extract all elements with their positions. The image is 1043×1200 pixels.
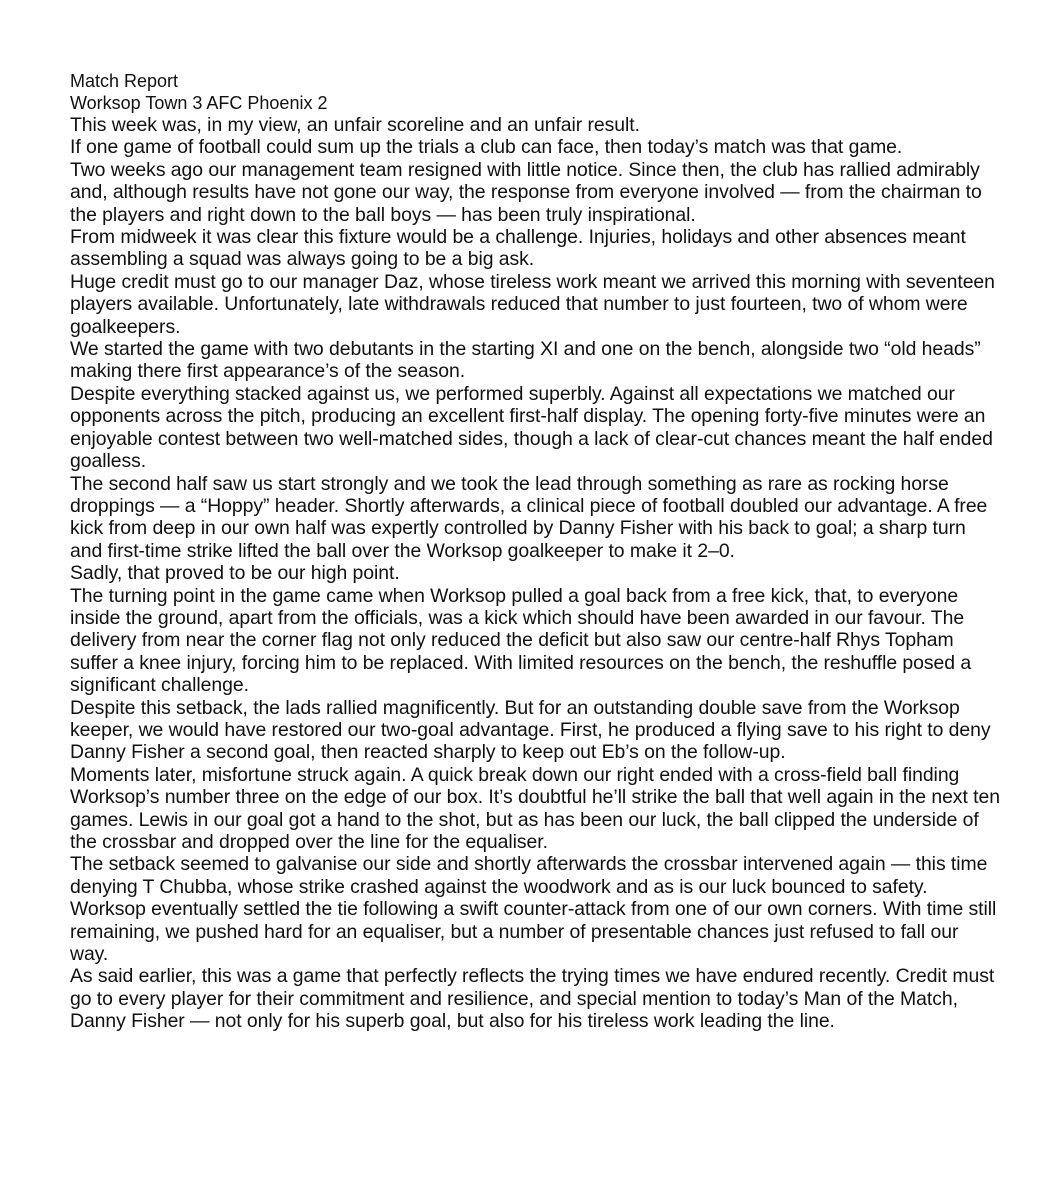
paragraph-14: Worksop eventually settled the tie following a swift counter-attack from one of our own corners. With time still remaining, we pushed hard for an equaliser, but a number of presentable chances just refused to fall our way. (70, 898, 997, 966)
paragraph-13: The setback seemed to galvanise our side and shortly afterwards the crossbar intervened again — this time denying T Chubba, whose strike crashed against the woodwork and as is our luck bounced to safety. (70, 853, 988, 898)
paragraph-3: Two weeks ago our management team resigned with little notice. Since then, the club has rallied admirably and, although results have not gone our way, the response from everyone involved — from the chairman to the players and right down to the ball boys — has been truly inspirational. (70, 158, 982, 226)
match-report-document (70, 70, 1000, 1033)
report-title: Match Report (70, 71, 179, 91)
paragraph-6: We started the game with two debutants in the starting XI and one on the bench, alongside two “old heads” making there first appearance’s of the season. (70, 338, 981, 383)
paragraph-5: Huge credit must go to our manager Daz, whose tireless work meant we arrived this morning with seventeen players available. Unfortunately, late withdrawals reduced that number to just fourteen, two of whom were goalkeepers. (70, 270, 995, 338)
paragraph-9: Sadly, that proved to be our high point. (70, 562, 400, 585)
paragraph-11: Despite this setback, the lads rallied magnificently. But for an outstanding double save from the Worksop keeper, we would have restored our two-goal advantage. First, he produced a flying save to his right to deny Danny Fisher a second goal, then reacted sharply to keep out Eb’s on the follow-up. (70, 696, 991, 764)
paragraph-12: Moments later, misfortune struck again. A quick break down our right ended with a cross-field ball finding Worksop’s number three on the edge of our box. It’s doubtful he’ll strike the ball that well again in the next ten games. Lewis in our goal got a hand to the shot, but as has been our luck, the ball clipped the underside of the crossbar and dropped over the line for the equaliser. (70, 763, 1000, 853)
paragraph-15: As said earlier, this was a game that perfectly reflects the trying times we have endured recently. Credit must go to every player for their commitment and resilience, and special mention to today’s Man of the Match, Danny Fisher — not only for his superb goal, but also for his tireless work leading the line. (70, 965, 995, 1033)
paragraph-4: From midweek it was clear this fixture would be a challenge. Injuries, holidays and other absences meant assembling a squad was always going to be a big ask. (70, 226, 966, 271)
paragraph-10: The turning point in the game came when Worksop pulled a goal back from a free kick, that, to everyone inside the ground, apart from the officials, was a kick which should have been awarded in our favour. The delivery from near the corner flag not only reduced the deficit but also saw our centre-half Rhys Topham suffer a knee injury, forcing him to be replaced. With limited resources on the bench, the reshuffle posed a significant challenge. (70, 584, 972, 697)
paragraph-7: Despite everything stacked against us, we performed superbly. Against all expectations we matched our opponents across the pitch, producing an excellent first-half display. The opening forty-five minutes were an enjoyable contest between two well-matched sides, though a lack of clear-cut chances meant the half ended goalless. (70, 382, 993, 473)
paragraph-1: This week was, in my view, an unfair scoreline and an unfair result. (70, 114, 640, 136)
paragraph-2: If one game of football could sum up the trials a club can face, then today’s match was that game. (70, 136, 903, 159)
report-body (70, 114, 1000, 1033)
report-scoreline: Worksop Town 3 AFC Phoenix 2 (70, 93, 328, 113)
paragraph-8: The second half saw us start strongly and we took the lead through something as rare as rocking horse droppings — a “Hoppy” header. Shortly afterwards, a clinical piece of football doubled our advantage. A free kick from deep in our own half was expertly controlled by Danny Fisher with his back to goal; a sharp turn and first-time strike lifted the ball over the Worksop goalkeeper to make it 2–0. (70, 472, 988, 562)
